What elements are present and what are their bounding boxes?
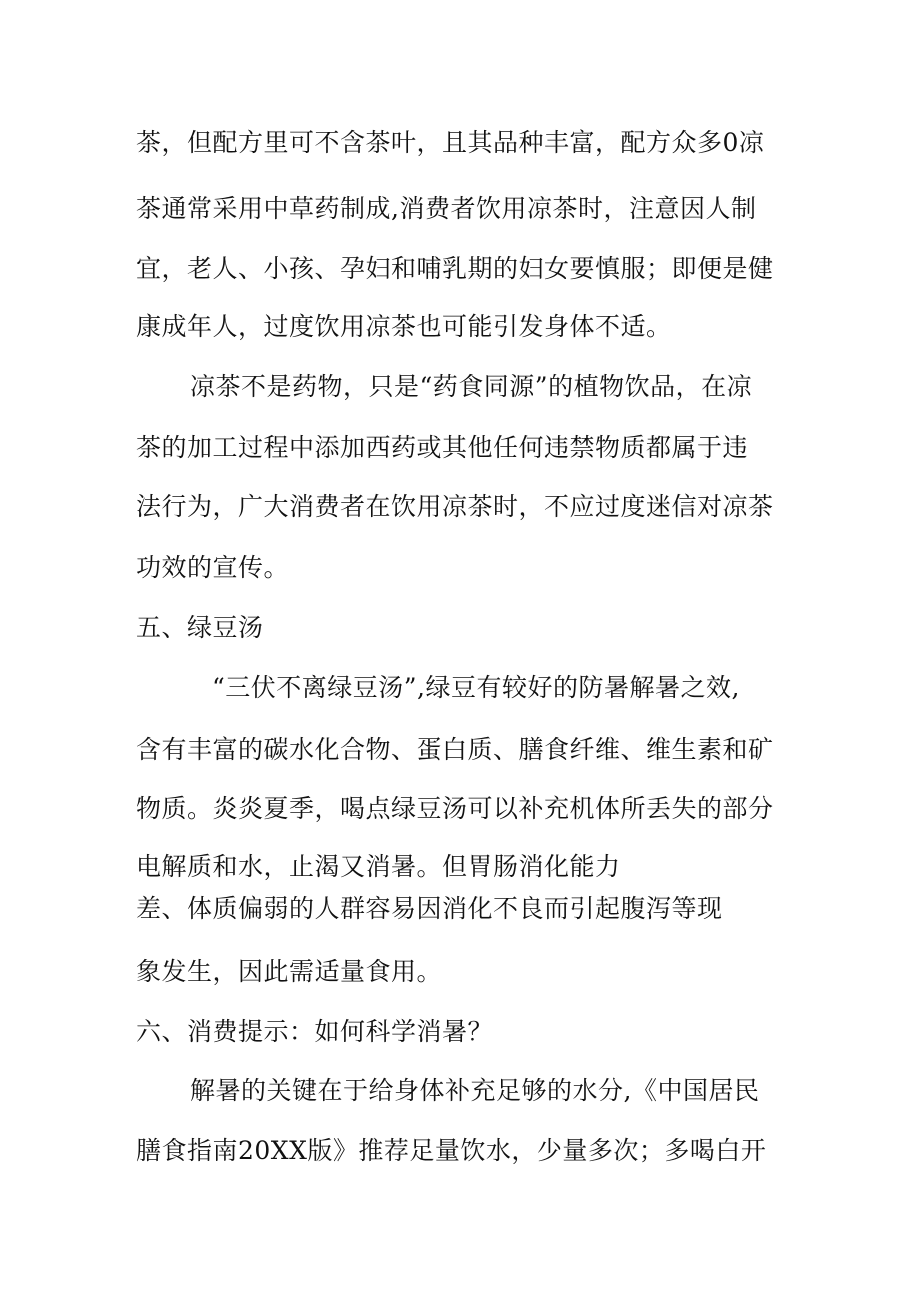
text-line: 电解质和水，止渴又消暑。但胃肠消化能力 [136, 852, 621, 881]
text-line: 功效的宣传。 [136, 553, 290, 582]
text-line: 茶通常采用中草药制成,消费者饮用凉茶时，注意因人制 [136, 194, 757, 223]
text-line: 含有丰富的碳水化合物、蛋白质、膳食纤维、维生素和矿 [136, 735, 774, 764]
text-line: 法行为，广大消费者在饮用凉茶时，不应过度迷信对凉茶 [136, 492, 774, 521]
text-line: 凉茶不是药物，只是“药食同源”的植物饮品，在凉 [190, 372, 753, 401]
text-line: 康成年人，过度饮用凉茶也可能引发身体不适。 [136, 312, 672, 341]
section-heading-mung-bean-soup: 五、绿豆汤 [136, 613, 264, 642]
text-line: 象发生，因此需适量食用。 [136, 957, 443, 986]
text-line: 茶的加工过程中添加西药或其他任何违禁物质都属于违 [136, 433, 749, 462]
text-line: “三伏不离绿豆汤”,绿豆有较好的防暑解暑之效, [212, 673, 740, 702]
text-line: 解暑的关键在于给身体补充足够的水分,《中国居民 [190, 1076, 760, 1105]
text-line: 差、体质偏弱的人群容易因消化不良而引起腹泻等现 [136, 894, 723, 923]
text-line: 茶，但配方里可不含茶叶，且其品种丰富，配方众多0凉 [136, 128, 765, 157]
text-line: 膳食指南20XX版》推荐足量饮水，少量多次；多喝白开 [136, 1136, 767, 1165]
text-line: 宜，老人、小孩、孕妇和哺乳期的妇女要慎服；即便是健 [136, 254, 774, 283]
section-heading-consumer-tips: 六、消费提示：如何科学消暑？ [136, 1017, 494, 1046]
text-line: 物质。炎炎夏季，喝点绿豆汤可以补充机体所丢失的部分 [136, 794, 774, 823]
